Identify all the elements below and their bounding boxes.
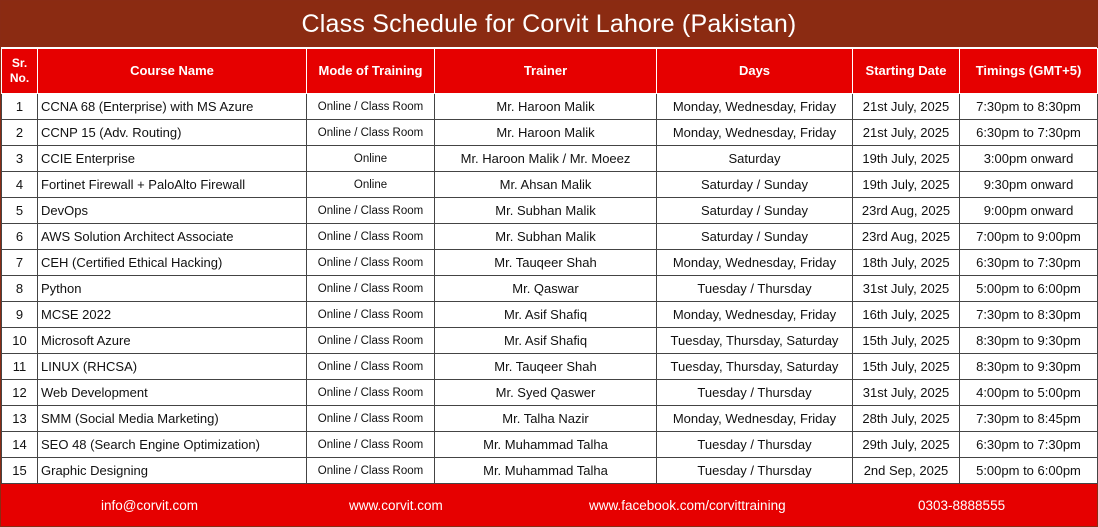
cell-sr: 10	[2, 328, 38, 354]
contact-footer	[1, 484, 1097, 526]
cell-days: Saturday / Sunday	[657, 172, 853, 198]
cell-days: Monday, Wednesday, Friday	[657, 406, 853, 432]
cell-days: Saturday / Sunday	[657, 224, 853, 250]
schedule-body	[2, 94, 1098, 484]
cell-trainer: Mr. Muhammad Talha	[435, 432, 657, 458]
table-row	[2, 250, 1098, 276]
cell-start: 15th July, 2025	[853, 328, 960, 354]
cell-course: SMM (Social Media Marketing)	[38, 406, 307, 432]
cell-sr: 5	[2, 198, 38, 224]
cell-start: 23rd Aug, 2025	[853, 198, 960, 224]
table-row	[2, 276, 1098, 302]
cell-course: CCNP 15 (Adv. Routing)	[38, 120, 307, 146]
cell-days: Monday, Wednesday, Friday	[657, 250, 853, 276]
cell-start: 15th July, 2025	[853, 354, 960, 380]
table-header-row	[2, 49, 1098, 94]
cell-course: SEO 48 (Search Engine Optimization)	[38, 432, 307, 458]
cell-mode: Online / Class Room	[307, 302, 435, 328]
table-row	[2, 172, 1098, 198]
cell-course: DevOps	[38, 198, 307, 224]
cell-trainer: Mr. Tauqeer Shah	[435, 354, 657, 380]
cell-course: Fortinet Firewall + PaloAlto Firewall	[38, 172, 307, 198]
sr-header-line2: No.	[9, 71, 30, 85]
cell-start: 21st July, 2025	[853, 120, 960, 146]
table-row	[2, 198, 1098, 224]
table-row	[2, 380, 1098, 406]
cell-days: Tuesday / Thursday	[657, 380, 853, 406]
cell-mode: Online / Class Room	[307, 250, 435, 276]
sr-header-line1: Sr.	[11, 56, 28, 70]
cell-days: Tuesday / Thursday	[657, 458, 853, 484]
cell-sr: 15	[2, 458, 38, 484]
cell-trainer: Mr. Asif Shafiq	[435, 328, 657, 354]
cell-days: Saturday	[657, 146, 853, 172]
cell-timings: 9:30pm onward	[960, 172, 1098, 198]
cell-sr: 8	[2, 276, 38, 302]
column-header-mode: Mode of Training	[307, 49, 435, 94]
column-header-course: Course Name	[38, 49, 307, 94]
cell-start: 19th July, 2025	[853, 172, 960, 198]
table-row	[2, 432, 1098, 458]
cell-sr: 12	[2, 380, 38, 406]
table-row	[2, 224, 1098, 250]
cell-days: Monday, Wednesday, Friday	[657, 94, 853, 120]
table-row	[2, 94, 1098, 120]
cell-timings: 7:00pm to 9:00pm	[960, 224, 1098, 250]
cell-timings: 7:30pm to 8:30pm	[960, 302, 1098, 328]
cell-start: 28th July, 2025	[853, 406, 960, 432]
cell-sr: 13	[2, 406, 38, 432]
cell-sr: 6	[2, 224, 38, 250]
cell-start: 18th July, 2025	[853, 250, 960, 276]
cell-trainer: Mr. Talha Nazir	[435, 406, 657, 432]
cell-start: 31st July, 2025	[853, 276, 960, 302]
footer-phone: 0303-8888555	[918, 497, 1006, 513]
cell-timings: 9:00pm onward	[960, 198, 1098, 224]
cell-timings: 4:00pm to 5:00pm	[960, 380, 1098, 406]
cell-sr: 11	[2, 354, 38, 380]
cell-trainer: Mr. Muhammad Talha	[435, 458, 657, 484]
cell-sr: 1	[2, 94, 38, 120]
table-row	[2, 302, 1098, 328]
footer-website-link[interactable]: www.corvit.com	[349, 497, 443, 513]
cell-mode: Online / Class Room	[307, 432, 435, 458]
cell-trainer: Mr. Qaswar	[435, 276, 657, 302]
cell-trainer: Mr. Asif Shafiq	[435, 302, 657, 328]
cell-mode: Online / Class Room	[307, 458, 435, 484]
cell-timings: 7:30pm to 8:45pm	[960, 406, 1098, 432]
cell-start: 19th July, 2025	[853, 146, 960, 172]
cell-mode: Online / Class Room	[307, 198, 435, 224]
cell-days: Monday, Wednesday, Friday	[657, 302, 853, 328]
footer-facebook-link[interactable]: www.facebook.com/corvittraining	[589, 497, 786, 513]
cell-sr: 14	[2, 432, 38, 458]
table-row	[2, 458, 1098, 484]
cell-start: 21st July, 2025	[853, 94, 960, 120]
table-row	[2, 354, 1098, 380]
cell-timings: 6:30pm to 7:30pm	[960, 432, 1098, 458]
cell-mode: Online / Class Room	[307, 380, 435, 406]
cell-days: Tuesday / Thursday	[657, 276, 853, 302]
cell-course: CCIE Enterprise	[38, 146, 307, 172]
cell-course: Web Development	[38, 380, 307, 406]
cell-start: 23rd Aug, 2025	[853, 224, 960, 250]
cell-course: CCNA 68 (Enterprise) with MS Azure	[38, 94, 307, 120]
cell-timings: 6:30pm to 7:30pm	[960, 120, 1098, 146]
column-header-days: Days	[657, 49, 853, 94]
cell-start: 29th July, 2025	[853, 432, 960, 458]
cell-trainer: Mr. Subhan Malik	[435, 198, 657, 224]
table-row	[2, 146, 1098, 172]
footer-email-link[interactable]: info@corvit.com	[101, 497, 198, 513]
cell-days: Saturday / Sunday	[657, 198, 853, 224]
schedule-table	[1, 48, 1098, 484]
cell-mode: Online / Class Room	[307, 94, 435, 120]
table-row	[2, 120, 1098, 146]
table-row	[2, 328, 1098, 354]
cell-mode: Online / Class Room	[307, 406, 435, 432]
cell-days: Monday, Wednesday, Friday	[657, 120, 853, 146]
cell-course: LINUX (RHCSA)	[38, 354, 307, 380]
cell-trainer: Mr. Haroon Malik / Mr. Moeez	[435, 146, 657, 172]
cell-trainer: Mr. Haroon Malik	[435, 120, 657, 146]
cell-mode: Online / Class Room	[307, 328, 435, 354]
column-header-timings: Timings (GMT+5)	[960, 49, 1098, 94]
cell-trainer: Mr. Haroon Malik	[435, 94, 657, 120]
cell-start: 16th July, 2025	[853, 302, 960, 328]
page-title: Class Schedule for Corvit Lahore (Pakistan)	[1, 1, 1097, 48]
cell-mode: Online / Class Room	[307, 120, 435, 146]
column-header-sr-no	[2, 49, 38, 94]
cell-sr: 4	[2, 172, 38, 198]
cell-course: CEH (Certified Ethical Hacking)	[38, 250, 307, 276]
cell-timings: 8:30pm to 9:30pm	[960, 328, 1098, 354]
cell-trainer: Mr. Ahsan Malik	[435, 172, 657, 198]
cell-days: Tuesday, Thursday, Saturday	[657, 328, 853, 354]
cell-timings: 5:00pm to 6:00pm	[960, 458, 1098, 484]
cell-trainer: Mr. Syed Qaswer	[435, 380, 657, 406]
cell-timings: 7:30pm to 8:30pm	[960, 94, 1098, 120]
cell-course: Microsoft Azure	[38, 328, 307, 354]
cell-trainer: Mr. Subhan Malik	[435, 224, 657, 250]
cell-days: Tuesday / Thursday	[657, 432, 853, 458]
cell-timings: 8:30pm to 9:30pm	[960, 354, 1098, 380]
cell-mode: Online / Class Room	[307, 354, 435, 380]
cell-trainer: Mr. Tauqeer Shah	[435, 250, 657, 276]
cell-timings: 3:00pm onward	[960, 146, 1098, 172]
cell-sr: 7	[2, 250, 38, 276]
cell-mode: Online / Class Room	[307, 224, 435, 250]
cell-sr: 9	[2, 302, 38, 328]
cell-start: 31st July, 2025	[853, 380, 960, 406]
cell-timings: 5:00pm to 6:00pm	[960, 276, 1098, 302]
cell-days: Tuesday, Thursday, Saturday	[657, 354, 853, 380]
cell-course: Graphic Designing	[38, 458, 307, 484]
column-header-trainer: Trainer	[435, 49, 657, 94]
cell-course: AWS Solution Architect Associate	[38, 224, 307, 250]
cell-sr: 2	[2, 120, 38, 146]
cell-course: Python	[38, 276, 307, 302]
cell-start: 2nd Sep, 2025	[853, 458, 960, 484]
column-header-start: Starting Date	[853, 49, 960, 94]
cell-mode: Online	[307, 146, 435, 172]
cell-course: MCSE 2022	[38, 302, 307, 328]
cell-mode: Online	[307, 172, 435, 198]
table-row	[2, 406, 1098, 432]
cell-sr: 3	[2, 146, 38, 172]
cell-timings: 6:30pm to 7:30pm	[960, 250, 1098, 276]
cell-mode: Online / Class Room	[307, 276, 435, 302]
